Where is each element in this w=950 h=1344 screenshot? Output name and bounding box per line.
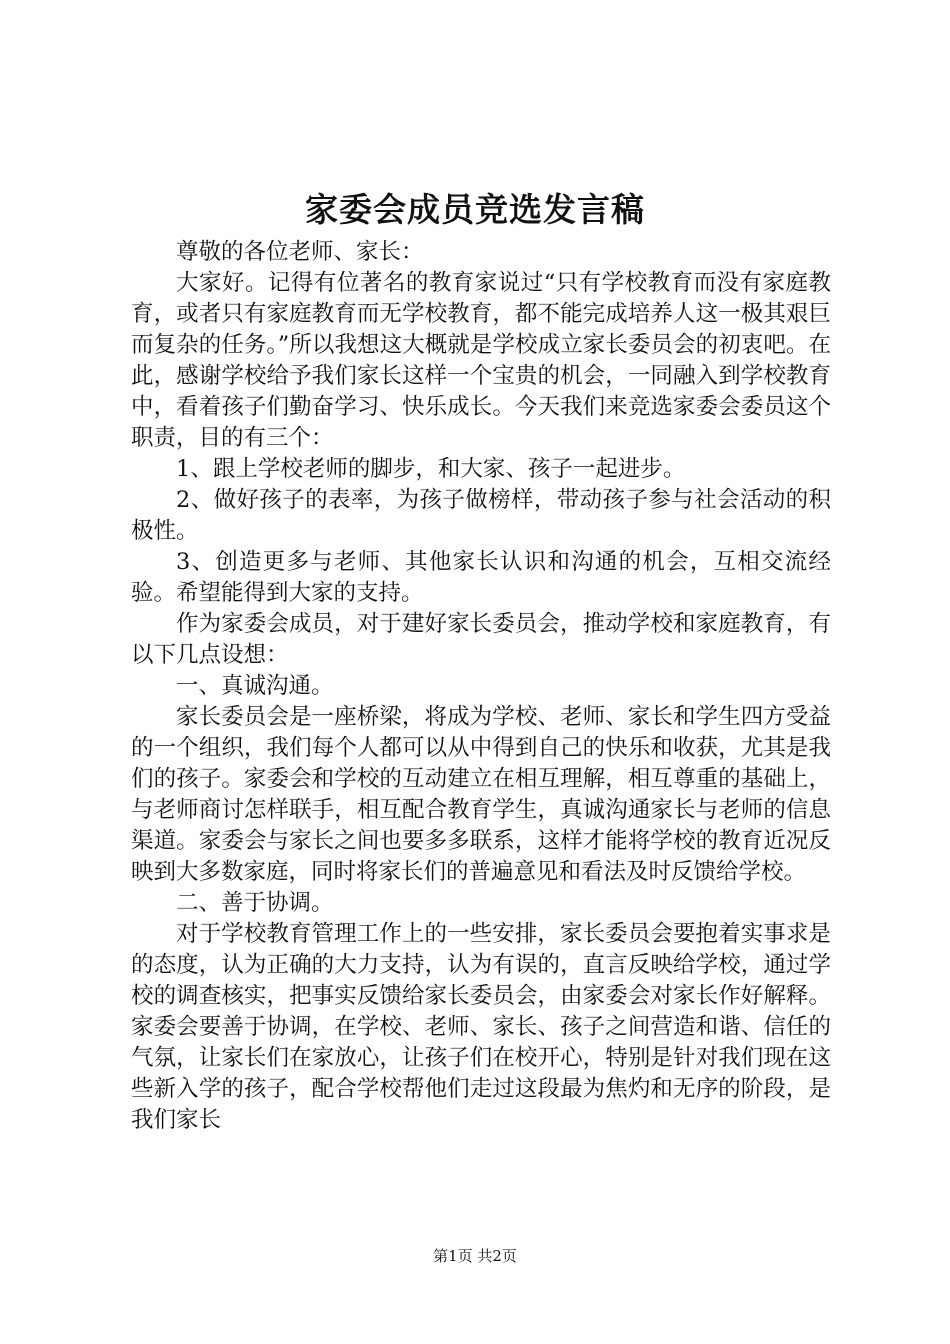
section-heading-2: 二、善于协调。	[176, 890, 334, 916]
paragraph-goal-3: 3、创造更多与老师、其他家长认识和沟通的机会，互相交流经验。希望能得到大家的支持。	[131, 549, 831, 606]
paragraph-plan-intro: 作为家委会成员，对于建好家长委员会，推动学校和家庭教育，有以下几点设想：	[131, 611, 831, 668]
paragraph-section-1: 家长委员会是一座桥梁，将成为学校、老师、家长和学生四方受益的一个组织，我们每个人都可以从中得到自己的快乐和收获，尤其是我们的孩子。家委会和学校的互动建立在相互理解，相互尊重的基础上，与老师商讨怎样联手，相互配合教育学生，真诚沟通家长与老师的信息渠道。家委会与家长之间也要多多联系，这样才能将学校的教育近况反映到大多数家庭，同时将家长们的普遍意见和看法及时反馈给学校。	[131, 704, 831, 885]
section-heading-1: 一、真诚沟通。	[176, 673, 334, 699]
page-footer: 第1页 共2页	[433, 1247, 517, 1265]
paragraph-section-2: 对于学校教育管理工作上的一些安排，家长委员会要抱着实事求是的态度，认为正确的大力支持，认为有误的，直言反映给学校，通过学校的调查核实，把事实反馈给家长委员会，由家委会对家长作好解释。家委会要善于协调，在学校、老师、家长、孩子之间营造和谐、信任的气氛，让家长们在家放心，让孩子们在校开心，特别是针对我们现在这些新入学的孩子，配合学校帮他们走过这段最为焦灼和无序的阶段，是我们家长	[131, 921, 831, 1133]
document-title: 家委会成员竞选发言稿	[305, 190, 645, 229]
paragraph-goal-1: 1、跟上学校老师的脚步，和大家、孩子一起进步。	[176, 456, 686, 482]
paragraph-salutation: 尊敬的各位老师、家长：	[176, 239, 424, 265]
paragraph-goal-2: 2、做好孩子的表率，为孩子做榜样，带动孩子参与社会活动的积极性。	[131, 487, 831, 544]
paragraph-intro: 大家好。记得有位著名的教育家说过“只有学校教育而没有家庭教育，或者只有家庭教育而无学校教育，都不能完成培养人这一极其艰巨而复杂的任务。”所以我想这大概就是学校成立家长委员会的初衷吧。在此，感谢学校给予我们家长这样一个宝贵的机会，一同融入到学校教育中，看着孩子们勤奋学习、快乐成长。今天我们来竞选家委会委员这个职责，目的有三个：	[131, 270, 831, 451]
document-body	[131, 237, 831, 1136]
